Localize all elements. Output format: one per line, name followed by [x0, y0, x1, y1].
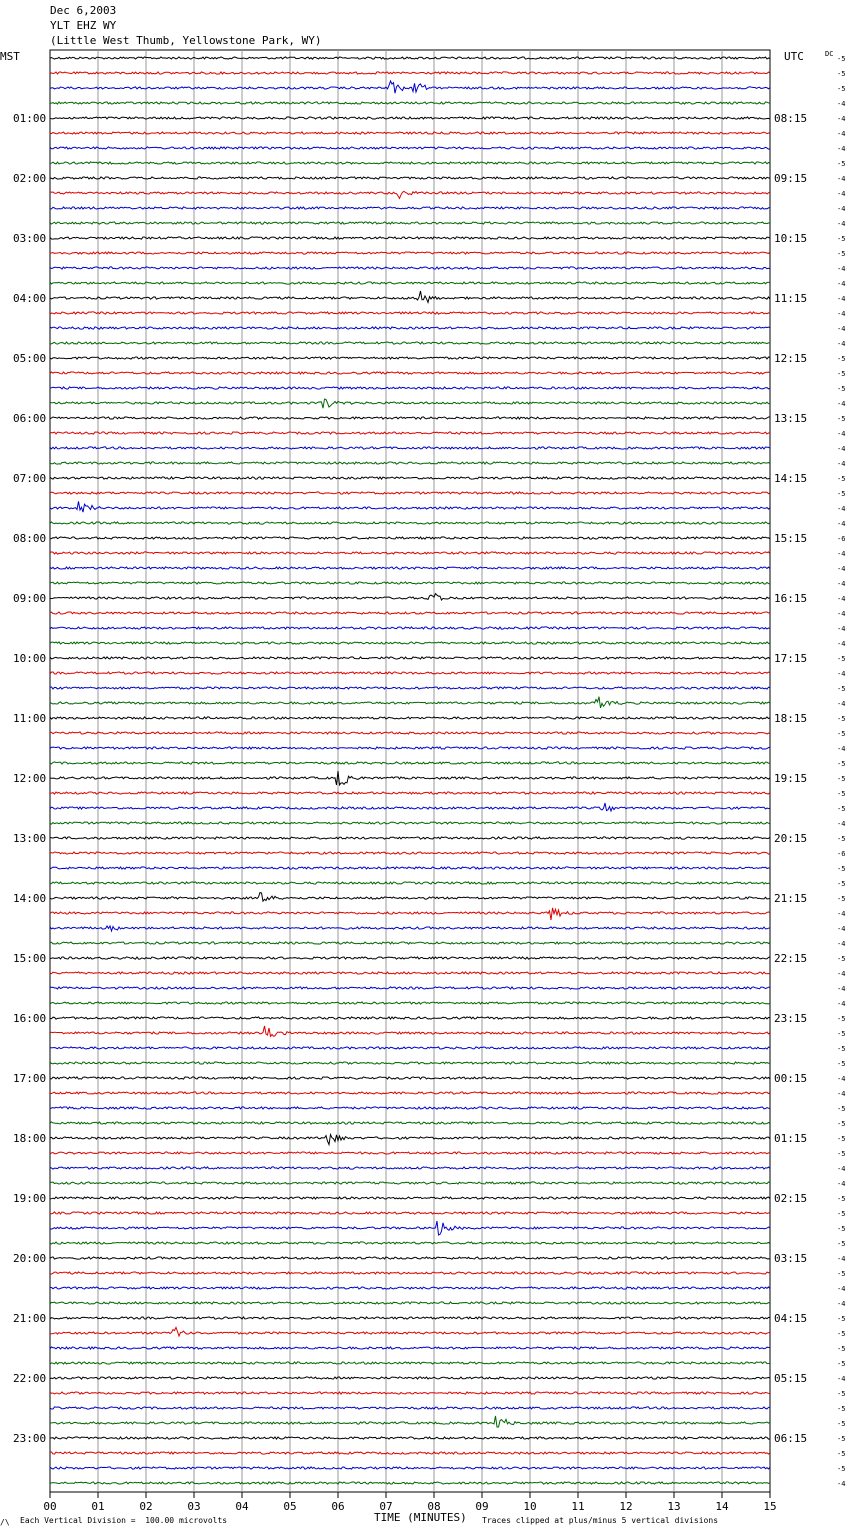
dc-offset-label: -5 — [837, 1270, 846, 1278]
trace-line — [50, 537, 770, 539]
trace-line — [50, 771, 770, 785]
x-tick-label: 09 — [475, 1500, 489, 1513]
dc-offset-label: -5 — [837, 1120, 846, 1128]
trace-line — [50, 342, 770, 344]
dc-offset-label: -5 — [837, 1210, 846, 1218]
dc-offset-label: -5 — [837, 730, 846, 738]
mst-hour-label: 07:00 — [13, 472, 47, 485]
x-tick-label: 08 — [427, 1500, 441, 1513]
trace-line — [50, 1377, 770, 1379]
x-tick-label: 06 — [331, 1500, 345, 1513]
dc-offset-label: -5 — [837, 805, 846, 813]
trace-line — [50, 957, 770, 959]
utc-hour-label: 13:15 — [774, 412, 808, 425]
dc-offset-label: -5 — [837, 1225, 846, 1233]
dc-offset-label: -4 — [837, 295, 846, 303]
trace-line — [50, 822, 770, 824]
dc-offset-label: -4 — [837, 925, 846, 933]
utc-hour-label: 01:15 — [774, 1132, 808, 1145]
mst-hour-label: 17:00 — [13, 1072, 47, 1085]
trace-line — [50, 1107, 770, 1109]
dc-offset-label: -5 — [837, 655, 846, 663]
dc-offset-label: -4 — [837, 265, 846, 273]
mst-hour-label: 04:00 — [13, 292, 47, 305]
dc-offset-label: -4 — [837, 445, 846, 453]
dc-offset-label: -5 — [837, 160, 846, 168]
utc-hour-label: 22:15 — [774, 952, 808, 965]
utc-hour-label: 05:15 — [774, 1372, 808, 1385]
dc-offset-label: -5 — [837, 250, 846, 258]
x-tick-label: 12 — [619, 1500, 633, 1513]
dc-offset-label: -4 — [837, 460, 846, 468]
trace-line — [50, 1047, 770, 1049]
trace-line — [50, 1221, 770, 1235]
mst-hour-label: 20:00 — [13, 1252, 47, 1265]
trace-line — [50, 267, 770, 269]
trace-line — [50, 81, 770, 93]
mst-hour-label: 21:00 — [13, 1312, 47, 1325]
dc-offset-label: -5 — [837, 415, 846, 423]
trace-line — [50, 837, 770, 839]
mst-hour-label: 16:00 — [13, 1012, 47, 1025]
trace-line — [50, 1062, 770, 1064]
trace-line — [50, 1135, 770, 1145]
utc-hour-label: 15:15 — [774, 532, 808, 545]
trace-line — [50, 1452, 770, 1454]
utc-hour-label: 23:15 — [774, 1012, 808, 1025]
trace-line — [50, 102, 770, 104]
dc-offset-label: -4 — [837, 550, 846, 558]
dc-offset-label: -5 — [837, 85, 846, 93]
dc-offset-label: -5 — [837, 475, 846, 483]
station-location: (Little West Thumb, Yellowstone Park, WY) — [50, 34, 322, 47]
utc-hour-label: 19:15 — [774, 772, 808, 785]
dc-offset-label: -5 — [837, 955, 846, 963]
dc-offset-label: -4 — [837, 625, 846, 633]
utc-hour-label: 10:15 — [774, 232, 808, 245]
trace-line — [50, 926, 770, 931]
trace-line — [50, 672, 770, 674]
dc-offset-label: -6 — [837, 535, 846, 543]
dc-offset-label: -5 — [837, 235, 846, 243]
x-tick-label: 14 — [715, 1500, 729, 1513]
dc-offset-label: -5 — [837, 1465, 846, 1473]
mst-hour-label: 22:00 — [13, 1372, 47, 1385]
station-code: YLT EHZ WY — [50, 19, 117, 32]
trace-line — [50, 762, 770, 764]
trace-line — [50, 657, 770, 659]
utc-hour-label: 06:15 — [774, 1432, 808, 1445]
x-tick-label: 05 — [283, 1500, 297, 1513]
x-tick-label: 13 — [667, 1500, 681, 1513]
dc-offset-label: -5 — [837, 1150, 846, 1158]
dc-offset-label: -5 — [837, 1240, 846, 1248]
trace-line — [50, 908, 770, 920]
dc-offset-label: -4 — [837, 1180, 846, 1188]
utc-hour-label: 09:15 — [774, 172, 808, 185]
trace-line — [50, 132, 770, 134]
dc-offset-label: -4 — [837, 985, 846, 993]
dc-offset-label: -4 — [837, 130, 846, 138]
dc-offset-label: -4 — [837, 940, 846, 948]
dc-offset-label: -4 — [837, 595, 846, 603]
x-axis-title: TIME (MINUTES) — [374, 1511, 467, 1524]
trace-line — [50, 447, 770, 449]
trace-line — [50, 252, 770, 254]
trace-line — [50, 867, 770, 869]
x-tick-label: 04 — [235, 1500, 249, 1513]
right-timezone-label: UTC — [784, 50, 804, 63]
dc-offset-label: -4 — [837, 1255, 846, 1263]
dc-offset-label: -4 — [837, 115, 846, 123]
trace-line — [50, 1167, 770, 1169]
dc-offset-label: -4 — [837, 565, 846, 573]
trace-line — [50, 387, 770, 389]
dc-offset-label: -5 — [837, 760, 846, 768]
dc-offset-label: -4 — [837, 100, 846, 108]
dc-offset-label: -5 — [837, 1330, 846, 1338]
dc-offset-label: -4 — [837, 175, 846, 183]
dc-offset-label: -5 — [837, 1045, 846, 1053]
dc-offset-label: -4 — [837, 670, 846, 678]
trace-line — [50, 687, 770, 689]
x-tick-label: 11 — [571, 1500, 585, 1513]
utc-hour-label: 14:15 — [774, 472, 808, 485]
mst-hour-label: 12:00 — [13, 772, 47, 785]
trace-line — [50, 1272, 770, 1274]
mst-hour-label: 11:00 — [13, 712, 47, 725]
dc-offset-label: -5 — [837, 790, 846, 798]
trace-line — [50, 147, 770, 149]
trace-line — [50, 1287, 770, 1289]
mst-hour-label: 23:00 — [13, 1432, 47, 1445]
mst-hour-label: 02:00 — [13, 172, 47, 185]
dc-offset-label: -5 — [837, 835, 846, 843]
trace-line — [50, 399, 770, 408]
trace-line — [50, 291, 770, 302]
x-tick-label: 15 — [763, 1500, 777, 1513]
trace-line — [50, 1347, 770, 1349]
utc-hour-label: 18:15 — [774, 712, 808, 725]
trace-line — [50, 357, 770, 359]
dc-offset-label: -4 — [837, 745, 846, 753]
trace-line — [50, 237, 770, 239]
dc-offset-label: -5 — [837, 1015, 846, 1023]
trace-line — [50, 567, 770, 569]
dc-offset-label: -4 — [837, 820, 846, 828]
trace-line — [50, 1152, 770, 1154]
dc-offset-label: -4 — [837, 400, 846, 408]
dc-offset-label: -5 — [837, 1360, 846, 1368]
dc-offset-label: -5 — [837, 685, 846, 693]
trace-line — [50, 1212, 770, 1214]
trace-line — [50, 327, 770, 329]
utc-hour-label: 08:15 — [774, 112, 808, 125]
trace-line — [50, 207, 770, 209]
dc-offset-label: -4 — [837, 610, 846, 618]
trace-line — [50, 312, 770, 314]
mst-hour-label: 01:00 — [13, 112, 47, 125]
trace-line — [50, 1482, 770, 1484]
dc-offset-label: -5 — [837, 55, 846, 63]
utc-hour-label: 17:15 — [774, 652, 808, 665]
trace-line — [50, 1017, 770, 1019]
trace-line — [50, 1026, 770, 1036]
trace-line — [50, 747, 770, 749]
dc-offset-label: -5 — [837, 370, 846, 378]
dc-offset-label: -5 — [837, 1450, 846, 1458]
trace-line — [50, 1122, 770, 1124]
trace-line — [50, 1392, 770, 1394]
trace-line — [50, 177, 770, 179]
utc-hour-label: 02:15 — [774, 1192, 808, 1205]
trace-line — [50, 372, 770, 374]
utc-hour-label: 00:15 — [774, 1072, 808, 1085]
dc-offset-label: -4 — [837, 325, 846, 333]
trace-line — [50, 1077, 770, 1079]
mst-hour-label: 14:00 — [13, 892, 47, 905]
mst-hour-label: 19:00 — [13, 1192, 47, 1205]
dc-offset-label: -5 — [837, 1030, 846, 1038]
dc-offset-label: -4 — [837, 910, 846, 918]
trace-line — [50, 1092, 770, 1094]
trace-line — [50, 942, 770, 944]
mst-hour-label: 03:00 — [13, 232, 47, 245]
trace-line — [50, 522, 770, 524]
mst-hour-label: 15:00 — [13, 952, 47, 965]
x-tick-label: 01 — [91, 1500, 105, 1513]
trace-line — [50, 882, 770, 884]
utc-hour-label: 12:15 — [774, 352, 808, 365]
trace-line — [50, 1362, 770, 1364]
mst-hour-label: 06:00 — [13, 412, 47, 425]
dc-offset-label: -5 — [837, 1390, 846, 1398]
dc-offset-label: -5 — [837, 385, 846, 393]
trace-line — [50, 1242, 770, 1244]
dc-offset-label: -5 — [837, 865, 846, 873]
trace-line — [50, 972, 770, 974]
trace-line — [50, 697, 770, 708]
trace-line — [50, 162, 770, 164]
trace-line — [50, 191, 770, 198]
trace-line — [50, 852, 770, 854]
clip-note: Traces clipped at plus/minus 5 vertical divisions — [482, 1516, 719, 1525]
utc-hour-label: 20:15 — [774, 832, 808, 845]
dc-offset-label: -5 — [837, 1060, 846, 1068]
dc-offset-label: -4 — [837, 1480, 846, 1488]
mst-hour-label: 10:00 — [13, 652, 47, 665]
dc-offset-label: -5 — [837, 1105, 846, 1113]
dc-offset-label: -5 — [837, 70, 846, 78]
trace-line — [50, 582, 770, 584]
dc-offset-label: -4 — [837, 280, 846, 288]
trace-line — [50, 732, 770, 734]
dc-offset-label: -5 — [837, 775, 846, 783]
dc-offset-label: -5 — [837, 1435, 846, 1443]
dc-offset-label: -5 — [837, 1420, 846, 1428]
mst-hour-label: 08:00 — [13, 532, 47, 545]
mst-hour-label: 09:00 — [13, 592, 47, 605]
trace-line — [50, 1327, 770, 1336]
dc-offset-label: -6 — [837, 850, 846, 858]
trace-line — [50, 987, 770, 989]
x-tick-label: 00 — [43, 1500, 57, 1513]
dc-offset-label: -4 — [837, 205, 846, 213]
trace-line — [50, 1257, 770, 1259]
trace-line — [50, 1416, 770, 1427]
dc-offset-label: -5 — [837, 355, 846, 363]
trace-line — [50, 893, 770, 902]
dc-offset-label: -5 — [837, 1345, 846, 1353]
dc-offset-label: -4 — [837, 520, 846, 528]
dc-offset-label: -4 — [837, 220, 846, 228]
mst-hour-label: 18:00 — [13, 1132, 47, 1145]
trace-line — [50, 1467, 770, 1469]
trace-line — [50, 492, 770, 494]
trace-line — [50, 117, 770, 119]
dc-offset-label: -4 — [837, 580, 846, 588]
trace-line — [50, 222, 770, 224]
trace-line — [50, 432, 770, 434]
trace-line — [50, 612, 770, 614]
x-tick-label: 02 — [139, 1500, 153, 1513]
dc-offset-label: -5 — [837, 715, 846, 723]
dc-offset-label: -4 — [837, 1300, 846, 1308]
corner-logo: /\ — [0, 1518, 10, 1527]
trace-line — [50, 642, 770, 644]
dc-offset-label: -5 — [837, 1135, 846, 1143]
trace-line — [50, 477, 770, 479]
trace-line — [50, 282, 770, 284]
dc-offset-label: -4 — [837, 1075, 846, 1083]
dc-offset-label: -4 — [837, 1285, 846, 1293]
trace-line — [50, 1002, 770, 1004]
dc-offset-label: -4 — [837, 1165, 846, 1173]
trace-line — [50, 417, 770, 419]
utc-hour-label: 16:15 — [774, 592, 808, 605]
dc-offset-label: -5 — [837, 1405, 846, 1413]
dc-label: DC — [825, 50, 834, 58]
trace-line — [50, 501, 770, 512]
trace-line — [50, 552, 770, 554]
dc-offset-label: -5 — [837, 490, 846, 498]
dc-offset-label: -4 — [837, 700, 846, 708]
trace-line — [50, 1302, 770, 1304]
mst-hour-label: 13:00 — [13, 832, 47, 845]
dc-offset-label: -4 — [837, 145, 846, 153]
dc-offset-label: -5 — [837, 1195, 846, 1203]
trace-line — [50, 792, 770, 794]
dc-offset-label: -4 — [837, 1090, 846, 1098]
dc-offset-label: -4 — [837, 505, 846, 513]
dc-offset-label: -4 — [837, 1000, 846, 1008]
trace-line — [50, 462, 770, 464]
trace-line — [50, 57, 770, 59]
dc-offset-label: -5 — [837, 880, 846, 888]
trace-line — [50, 803, 770, 811]
trace-line — [50, 594, 770, 601]
utc-hour-label: 21:15 — [774, 892, 808, 905]
trace-line — [50, 1317, 770, 1319]
trace-line — [50, 1437, 770, 1439]
utc-hour-label: 11:15 — [774, 292, 808, 305]
dc-offset-label: -5 — [837, 1315, 846, 1323]
plot-date: Dec 6,2003 — [50, 4, 117, 17]
utc-hour-label: 03:15 — [774, 1252, 808, 1265]
dc-offset-label: -5 — [837, 895, 846, 903]
dc-offset-label: -4 — [837, 190, 846, 198]
dc-offset-label: -4 — [837, 1375, 846, 1383]
dc-offset-label: -4 — [837, 340, 846, 348]
trace-line — [50, 1182, 770, 1184]
trace-line — [50, 1197, 770, 1199]
utc-hour-label: 04:15 — [774, 1312, 808, 1325]
plot-frame — [50, 50, 770, 1492]
trace-line — [50, 627, 770, 629]
trace-line — [50, 1407, 770, 1409]
trace-line — [50, 717, 770, 719]
trace-line — [50, 72, 770, 74]
dc-offset-label: -4 — [837, 970, 846, 978]
x-tick-label: 03 — [187, 1500, 201, 1513]
left-timezone-label: MST — [0, 50, 20, 63]
dc-offset-label: -4 — [837, 430, 846, 438]
dc-offset-label: -4 — [837, 640, 846, 648]
x-tick-label: 07 — [379, 1500, 393, 1513]
mst-hour-label: 05:00 — [13, 352, 47, 365]
scale-note: Each Vertical Division = 100.00 microvolts — [20, 1516, 228, 1525]
x-tick-label: 10 — [523, 1500, 537, 1513]
dc-offset-label: -4 — [837, 310, 846, 318]
